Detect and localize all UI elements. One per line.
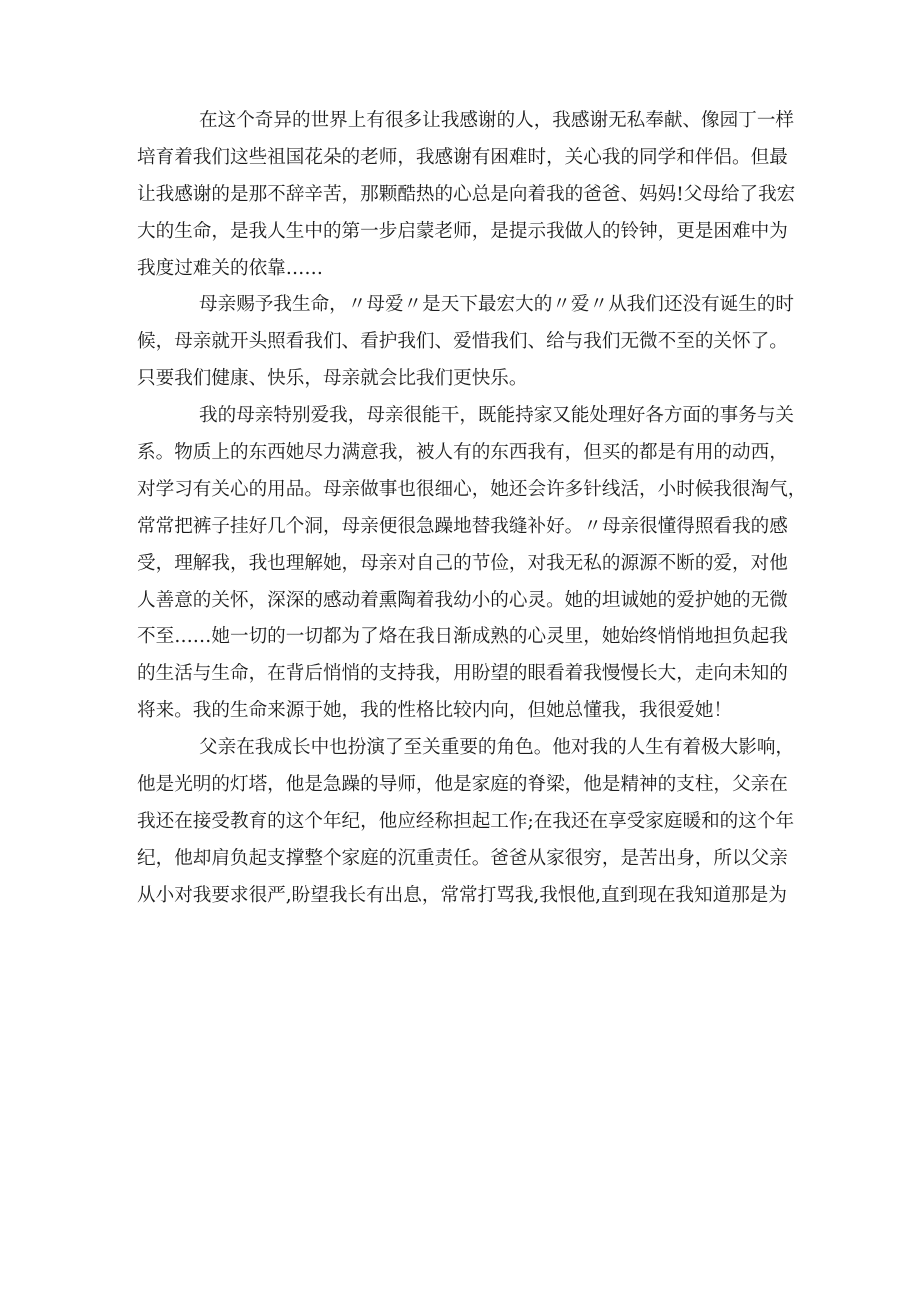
text-line: 纪，他却肩负起支撑整个家庭的沉重责任。爸爸从家很穷，是苦出身，所以父亲	[137, 847, 788, 869]
paragraph	[137, 294, 795, 407]
text-line: 对学习有关心的用品。母亲做事也很细心，她还会许多针线活，小时候我很淘气，	[137, 478, 807, 500]
text-line: 不至……她一切的一切都为了烙在我日渐成熟的心灵里，她始终悄悄地担负起我	[137, 626, 788, 648]
text-line: 母亲赐予我生命，〃母爱〃是天下最宏大的〃爱〃从我们还没有诞生的时	[199, 294, 795, 316]
text-line: 的生活与生命，在背后悄悄的支持我，用盼望的眼看着我慢慢长大，走向未知的	[137, 663, 788, 685]
text-line: 系。物质上的东西她尽力满意我，被人有的东西我有，但买的都是有用的动西，	[137, 442, 788, 464]
text-line: 我度过难关的依靠……	[137, 257, 323, 279]
paragraph	[137, 737, 795, 923]
text-line: 受，理解我，我也理解她，母亲对自己的节俭，对我无私的源源不断的爱，对他	[137, 552, 788, 574]
document-body	[137, 110, 807, 924]
text-line: 让我感谢的是那不辞辛苦，那颗酷热的心总是向着我的爸爸、妈妈!父母给了我宏	[137, 183, 796, 205]
text-line: 常常把裤子挂好几个洞，母亲便很急躁地替我缝补好。〃母亲很懂得照看我的感	[137, 515, 788, 537]
text-line: 我还在接受教育的这个年纪，他应经称担起工作;在我还在享受家庭暖和的这个年	[137, 810, 795, 832]
paragraph	[137, 405, 807, 739]
text-line: 他是光明的灯塔，他是急躁的导师，他是家庭的脊梁，他是精神的支柱，父亲在	[137, 774, 788, 796]
text-line: 候，母亲就开头照看我们、看护我们、爱惜我们、给与我们无微不至的关怀了。	[137, 331, 788, 353]
text-line: 将来。我的生命来源于她，我的性格比较内向，但她总懂我，我很爱她！	[137, 700, 733, 722]
paragraph	[137, 110, 796, 296]
text-line: 大的生命，是我人生中的第一步启蒙老师，是提示我做人的铃钟，更是困难中为	[137, 220, 788, 242]
text-line: 从小对我要求很严,盼望我长有出息，常常打骂我,我恨他,直到现在我知道那是为	[137, 884, 787, 906]
text-line: 只要我们健康、快乐，母亲就会比我们更快乐。	[137, 368, 528, 390]
text-line: 我的母亲特别爱我，母亲很能干，既能持家又能处理好各方面的事务与关	[199, 405, 795, 427]
text-line: 在这个奇异的世界上有很多让我感谢的人，我感谢无私奉献、像园丁一样	[199, 110, 795, 131]
text-line: 人善意的关怀，深深的感动着熏陶着我幼小的心灵。她的坦诚她的爱护她的无微	[137, 589, 788, 611]
text-line: 父亲在我成长中也扮演了至关重要的角色。他对我的人生有着极大影响，	[199, 737, 795, 759]
text-line: 培育着我们这些祖国花朵的老师，我感谢有困难时，关心我的同学和伴侣。但最	[137, 146, 788, 168]
